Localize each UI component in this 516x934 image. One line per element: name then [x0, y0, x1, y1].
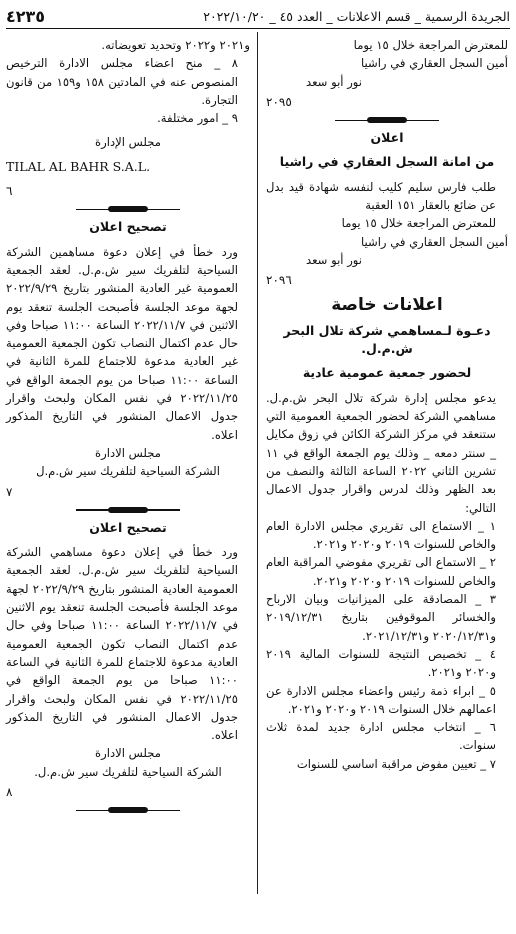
page-header	[6, 4, 510, 29]
notice-number: ٦	[6, 184, 13, 199]
section-title: اعلانات خاصة	[331, 294, 443, 315]
agenda-item: ٢ _ الاستماع الى تقريري مفوضي المراقبة العام والخاص للسنوات ٢٠١٩ و٢٠٢٠ و٢٠٢١.	[266, 555, 496, 588]
agenda-continuation: و٢٠٢١ و٢٠٢٢ وتحديد تعويضاته.	[101, 38, 250, 52]
registry-official: أمين السجل العقاري في راشيا	[360, 234, 508, 249]
agenda-item: ٣ _ المصادقة على الميزانيات وبيان الارباح والخسائر الموقوفين بتاريخ ٢٠١٩/١٢/٣١ و٢٠٢٠/١٢/٣١ و٢٠٢١/١٢/٣١.	[266, 592, 496, 643]
board-signature: مجلس الإدارة	[95, 135, 161, 150]
agenda-item: ١ _ الاستماع الى تقريري مجلس الادارة العام والخاص للسنوات ٢٠١٩ و٢٠٢٠ و٢٠٢١.	[266, 518, 496, 552]
separator	[6, 807, 250, 813]
separator	[6, 507, 250, 513]
notice-subheading: من امانة السجل العقاري في راشيا	[279, 154, 495, 170]
page-number: ٤٢٣٥	[6, 6, 46, 26]
separator	[6, 206, 250, 212]
notice-number: ٧	[6, 484, 13, 499]
company-name: الشركة السياحية لتلفريك سير ش.م.ل	[36, 464, 220, 479]
agenda-item: ٤ _ تخصيص النتيجة للسنوات المالية ٢٠١٩ و٢٠٢٠ و٢٠٢١.	[266, 646, 496, 680]
right-column	[266, 36, 508, 773]
correction-heading: تصحيح اعلان	[89, 519, 167, 535]
header-title: الجريدة الرسمية _ قسم الاعلانات _ العدد ٤٥ _ ٢٠٢٢/١٠/٢٠	[203, 8, 510, 24]
notice-number: ٢٠٩٦	[266, 273, 292, 288]
company-name-latin: TILAL AL BAHR S.A.L.	[6, 158, 151, 174]
notice-number: ٢٠٩٥	[266, 94, 292, 109]
left-column	[6, 36, 250, 819]
correction-body: ورد خطأ في إعلان دعوة مساهمي الشركة السياحية لتلفريك سير ش.م.ل. لعقد الجمعية العمومية العادية المنشور بتاريخ ٢٠٢٢/٩/٢٩ لجهة موعد الجلسة فأصبحت الجلسة تنعقد يوم الاثنين في ٢٠٢٢/١١/٧ الساعة ١١:٠٠ صباحا وفي حال عدم اكتمال النصاب تكون الجمعية العمومية العادية مدعوة للاجتماع للمرة الثانية في الساعة ١١:٠٠ صباحا من يوم الجمعة الواقع في ٢٠٢٢/١١/٢٥ في نفس المكان ولبحث واقرار جدول الاعمال المنشور في التاريخ المذكور اعلاه.	[6, 545, 238, 743]
agenda-item: ٨ _ منح اعضاء مجلس الادارة الترخيص المنصوص عنه في المادتين ١٥٨ و١٥٩ من قانون التجارة.	[6, 56, 238, 107]
invite-subtitle: لحضور جمعية عمومية عادية	[302, 365, 472, 381]
official-name: نور أبو سعد	[306, 252, 363, 267]
invite-body: يدعو مجلس إدارة شركة تلال البحر ش.م.ل. مساهمي الشركة لحضور الجمعية العمومية التي ستنعقد في مركز الشركة الكائن في زوق مكايل _ سنتر دمعه _ وذلك يوم الجمعة الواقع في ١١ تشرين الثاني ٢٠٢٢ الساعة الثالثة والنصف من بعد الظهر وذلك لدرس واقرار جدول الاعمال التالي:	[266, 390, 496, 515]
correction-body: ورد خطأ في إعلان دعوة مساهمين الشركة السياحية لتلفريك سير ش.م.ل. لعقد الجمعية العمومية غير العادية المنشور بتاريخ ٢٠٢٢/٩/٢٩ لجهة موعد الجلسة فأصبحت الجلسة تنعقد يوم الاثنين في ٢٠٢٢/١١/٧ الساعة ١١:٠٠ صباحا وفي حال عدم اكتمال النصاب تكون الجمعية العمومية غير العادية مدعوة للاجتماع للمرة الثانية في الساعة ١١:٠٠ صباحا من يوم الجمعة الواقع في ٢٠٢٢/١١/٢٥ في نفس المكان ولبحث واقرار جدول الاعمال المنشور في التاريخ المذكور اعلاه.	[6, 244, 239, 442]
board-signature: مجلس الادارة	[95, 445, 161, 460]
official-name: نور أبو سعد	[306, 74, 363, 89]
invite-title: دعـوة لـمساهمي شركة تلال البحر ش.م.ل.	[283, 322, 491, 357]
agenda-item: ٧ _ تعيين مفوض مراقبة اساسي للسنوات	[296, 756, 496, 771]
notice-number: ٨	[6, 784, 13, 799]
registry-official: أمين السجل العقاري في راشيا	[360, 56, 508, 71]
separator	[266, 117, 508, 123]
correction-heading: تصحيح اعلان	[89, 219, 167, 235]
company-name: الشركة السياحية لتلفريك سير ش.م.ل.	[34, 764, 222, 779]
objection-line: للمعترض المراجعة خلال ١٥ يوما	[353, 38, 508, 52]
notice-body: طلب فارس سليم كليب لنفسه شهادة قيد بدل عن ضائع بالعقار ١٥١ العقبة	[266, 179, 496, 213]
agenda-item: ٥ _ ابراء ذمة رئيس واعضاء مجلس الادارة عن اعمالهم خلال السنوات ٢٠١٩ و٢٠٢٠ و٢٠٢١.	[266, 683, 496, 716]
agenda-item: ٦ _ انتخاب مجلس ادارة جديد لمدة ثلاث سنوات.	[266, 720, 496, 753]
agenda-item: ٩ _ امور مختلفة.	[157, 111, 238, 126]
board-signature: مجلس الادارة	[95, 746, 161, 761]
objection-line: للمعترض المراجعة خلال ١٥ يوما	[341, 216, 496, 231]
notice-heading: اعلان	[370, 130, 404, 146]
column-divider	[257, 32, 258, 894]
